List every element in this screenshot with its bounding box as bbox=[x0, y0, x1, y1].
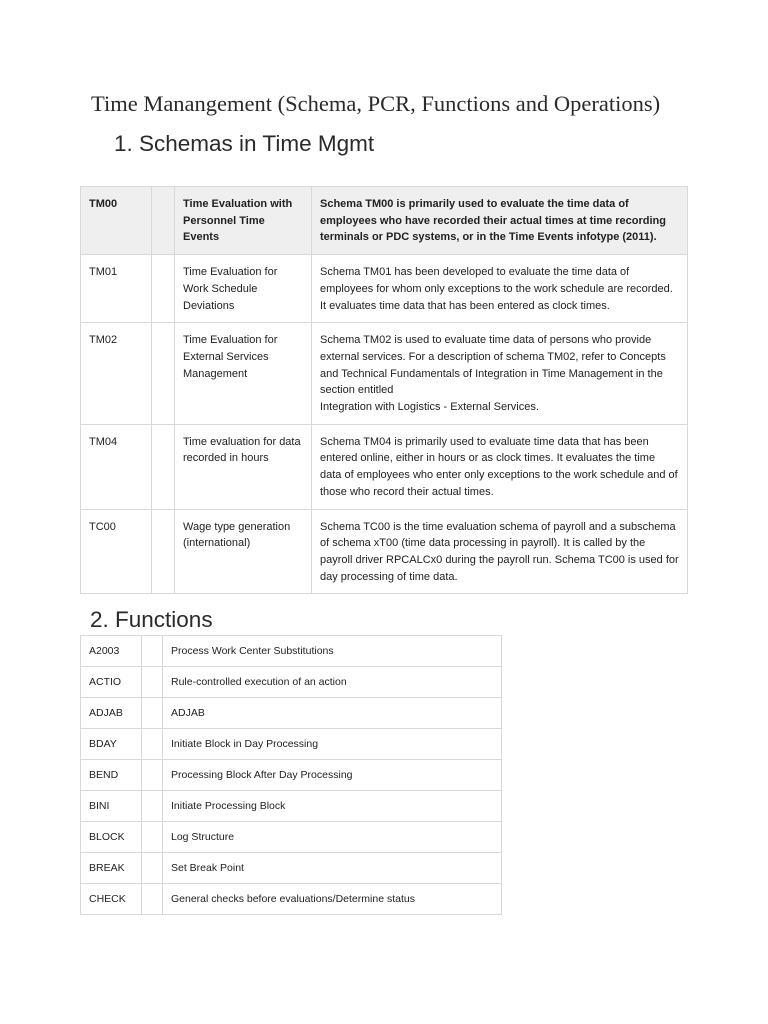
function-code: ADJAB bbox=[81, 698, 142, 729]
table-row bbox=[81, 636, 502, 667]
function-code: BINI bbox=[81, 791, 142, 822]
section-heading-schemas: 1. Schemas in Time Mgmt bbox=[114, 131, 375, 156]
schema-name: Time evaluation for data recorded in hours bbox=[175, 424, 312, 509]
table-row bbox=[81, 187, 688, 255]
table-row bbox=[81, 729, 502, 760]
schema-code: TM04 bbox=[81, 424, 152, 509]
table-row bbox=[81, 760, 502, 791]
table-row bbox=[81, 667, 502, 698]
table-row bbox=[81, 323, 688, 425]
table-row bbox=[81, 822, 502, 853]
function-code: BEND bbox=[81, 760, 142, 791]
empty-cell bbox=[142, 667, 163, 698]
schema-name: Time Evaluation with Personnel Time Events bbox=[175, 187, 312, 255]
schema-description: Schema TM04 is primarily used to evaluate time data that has been entered online, either in hours or as clock times. It evaluates the time data of employees who enter only exceptions to the work schedule and of those who record their actual times. bbox=[312, 424, 688, 509]
function-description: ADJAB bbox=[163, 698, 502, 729]
function-description: Set Break Point bbox=[163, 853, 502, 884]
schema-name: Time Evaluation for External Services Management bbox=[175, 323, 312, 425]
schema-code: TM01 bbox=[81, 255, 152, 323]
table-row bbox=[81, 509, 688, 594]
schema-description: Schema TM00 is primarily used to evaluate the time data of employees who have recorded their actual times at time recording terminals or PDC systems, or in the Time Events infotype (2011). bbox=[312, 187, 688, 255]
function-description: Initiate Processing Block bbox=[163, 791, 502, 822]
function-description: Process Work Center Substitutions bbox=[163, 636, 502, 667]
schemas-table bbox=[80, 186, 688, 594]
table-row bbox=[81, 255, 688, 323]
document-title: Time Manangement (Schema, PCR, Functions and Operations) bbox=[91, 91, 661, 116]
function-description: Processing Block After Day Processing bbox=[163, 760, 502, 791]
schema-code: TM00 bbox=[81, 187, 152, 255]
empty-cell bbox=[142, 760, 163, 791]
empty-cell bbox=[142, 636, 163, 667]
function-code: CHECK bbox=[81, 884, 142, 915]
schema-description-text: Schema TM02 is used to evaluate time data of persons who provide external services. For a description of schema TM02, refer to Concepts and Technical Fundamentals of Integration in Time Management in the section entitled bbox=[320, 334, 666, 397]
function-description: Rule-controlled execution of an action bbox=[163, 667, 502, 698]
empty-cell bbox=[152, 424, 175, 509]
schema-code: TC00 bbox=[81, 509, 152, 594]
empty-cell bbox=[152, 255, 175, 323]
empty-cell bbox=[142, 853, 163, 884]
function-code: BDAY bbox=[81, 729, 142, 760]
empty-cell bbox=[142, 822, 163, 853]
schema-description: Schema TC00 is the time evaluation schema of payroll and a subschema of schema xT00 (time data processing in payroll). It is called by the payroll driver RPCALCx0 during the payroll run. Schema TC00 is used for day processing of time data. bbox=[312, 509, 688, 594]
empty-cell bbox=[152, 187, 175, 255]
schema-code: TM02 bbox=[81, 323, 152, 425]
schema-name: Time Evaluation for Work Schedule Deviations bbox=[175, 255, 312, 323]
empty-cell bbox=[152, 509, 175, 594]
function-code: A2003 bbox=[81, 636, 142, 667]
schema-description: Schema TM01 has been developed to evaluate the time data of employees for whom only exceptions to the work schedule are recorded. It evaluates time data that has been entered as clock times. bbox=[312, 255, 688, 323]
function-description: Log Structure bbox=[163, 822, 502, 853]
function-code: BLOCK bbox=[81, 822, 142, 853]
section-heading-functions: 2. Functions bbox=[90, 607, 213, 632]
empty-cell bbox=[152, 323, 175, 425]
schema-name: Wage type generation (international) bbox=[175, 509, 312, 594]
table-row bbox=[81, 698, 502, 729]
function-code: ACTIO bbox=[81, 667, 142, 698]
functions-table bbox=[80, 635, 502, 915]
table-row bbox=[81, 884, 502, 915]
empty-cell bbox=[142, 884, 163, 915]
function-description: Initiate Block in Day Processing bbox=[163, 729, 502, 760]
table-row bbox=[81, 853, 502, 884]
schema-description bbox=[312, 323, 688, 425]
empty-cell bbox=[142, 791, 163, 822]
function-code: BREAK bbox=[81, 853, 142, 884]
empty-cell bbox=[142, 729, 163, 760]
schema-description-link-text: Integration with Logistics - External Services. bbox=[320, 401, 539, 414]
function-description: General checks before evaluations/Determine status bbox=[163, 884, 502, 915]
table-row bbox=[81, 791, 502, 822]
table-row bbox=[81, 424, 688, 509]
empty-cell bbox=[142, 698, 163, 729]
